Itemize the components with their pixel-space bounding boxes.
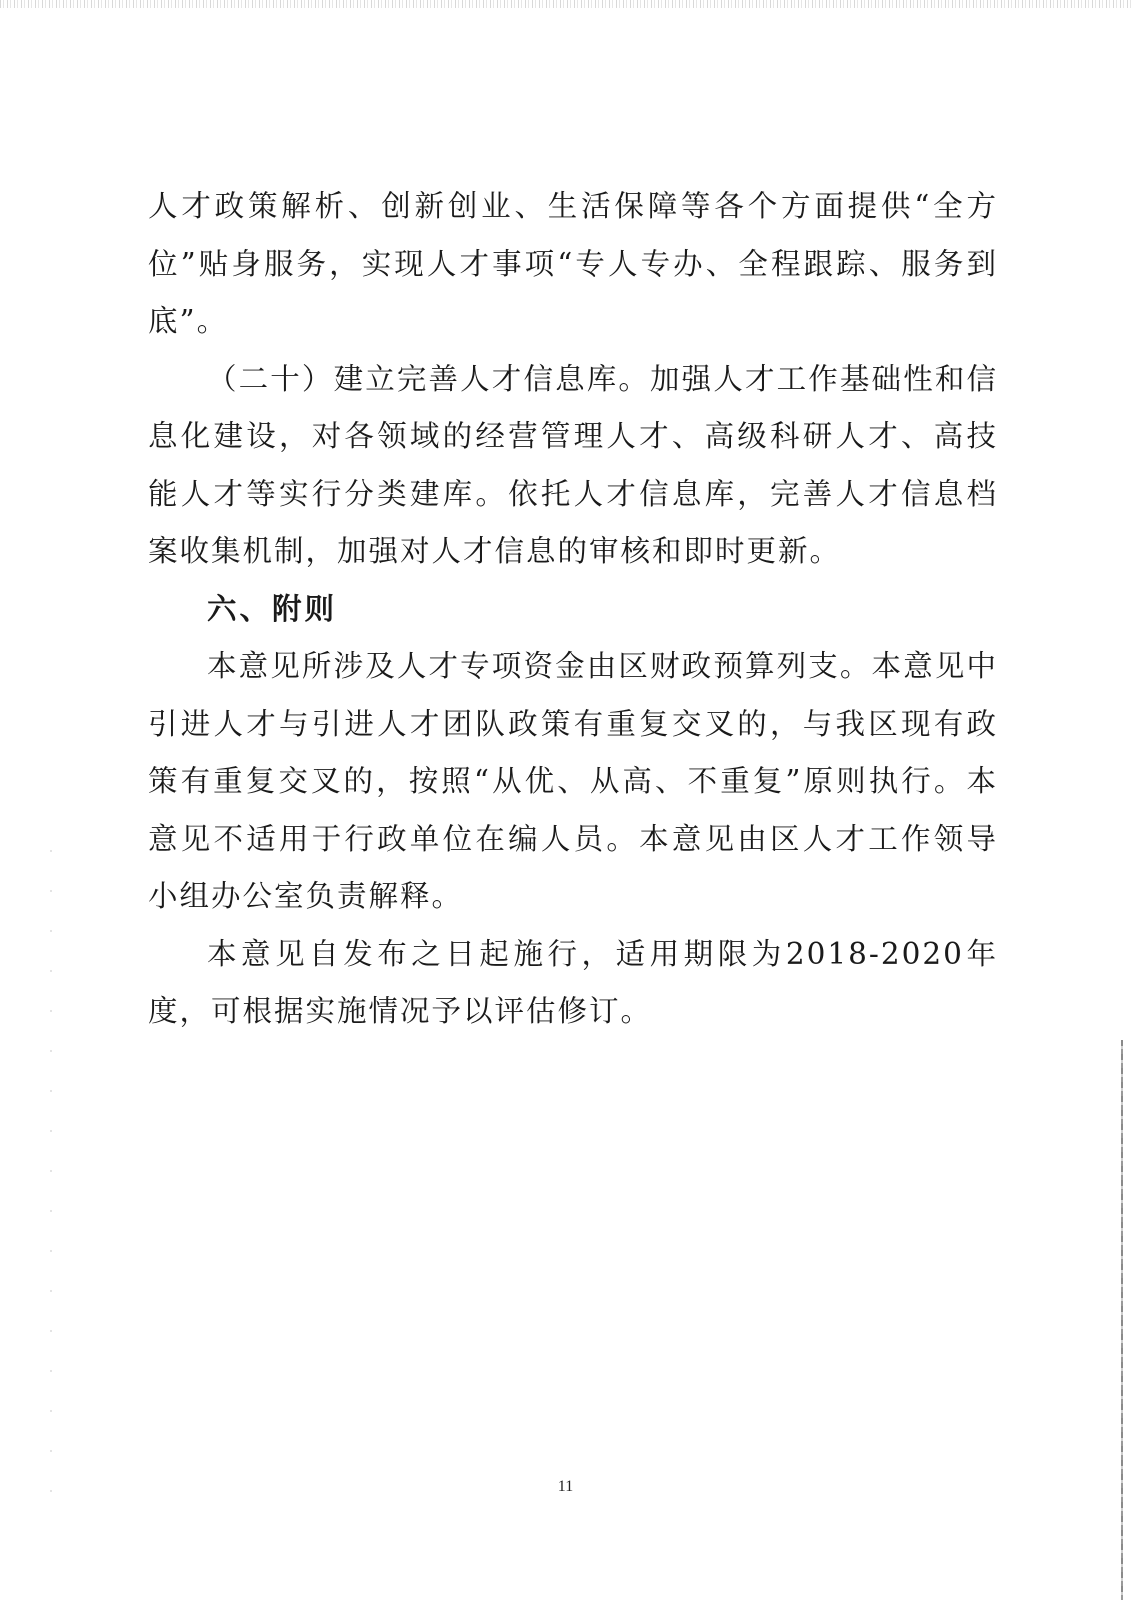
scan-edge-left xyxy=(50,850,52,1530)
page-number: 11 xyxy=(557,1478,574,1495)
paragraph-service-continuation: 人才政策解析、创新创业、生活保障等各个方面提供“全方位”贴身服务，实现人才事项“专人专办、全程跟踪、服务到底”。 xyxy=(148,189,998,338)
paragraph-funding-rules: 本意见所涉及人才专项资金由区财政预算列支。本意见中引进人才与引进人才团队政策有重复交叉的，与我区现有政策有重复交叉的，按照“从优、从高、不重复”原则执行。本意见不适用于行政单位在编人员。本意见由区人才工作领导小组办公室负责解释。 xyxy=(148,649,998,913)
scan-edge-top xyxy=(0,0,1131,8)
scan-edge-right xyxy=(1121,1040,1123,1600)
paragraph-talent-database: （二十）建立完善人才信息库。加强人才工作基础性和信息化建设，对各领域的经营管理人才、高级科研人才、高技能人才等实行分类建库。依托人才信息库，完善人才信息档案收集机制，加强对人才信息的审核和即时更新。 xyxy=(148,361,998,568)
paragraph-effective-date: 本意见自发布之日起施行，适用期限为2018-2020年度，可根据实施情况予以评估修订。 xyxy=(148,936,998,1028)
section-heading-supplementary: 六、附则 xyxy=(207,591,338,626)
document-body xyxy=(148,178,998,1041)
